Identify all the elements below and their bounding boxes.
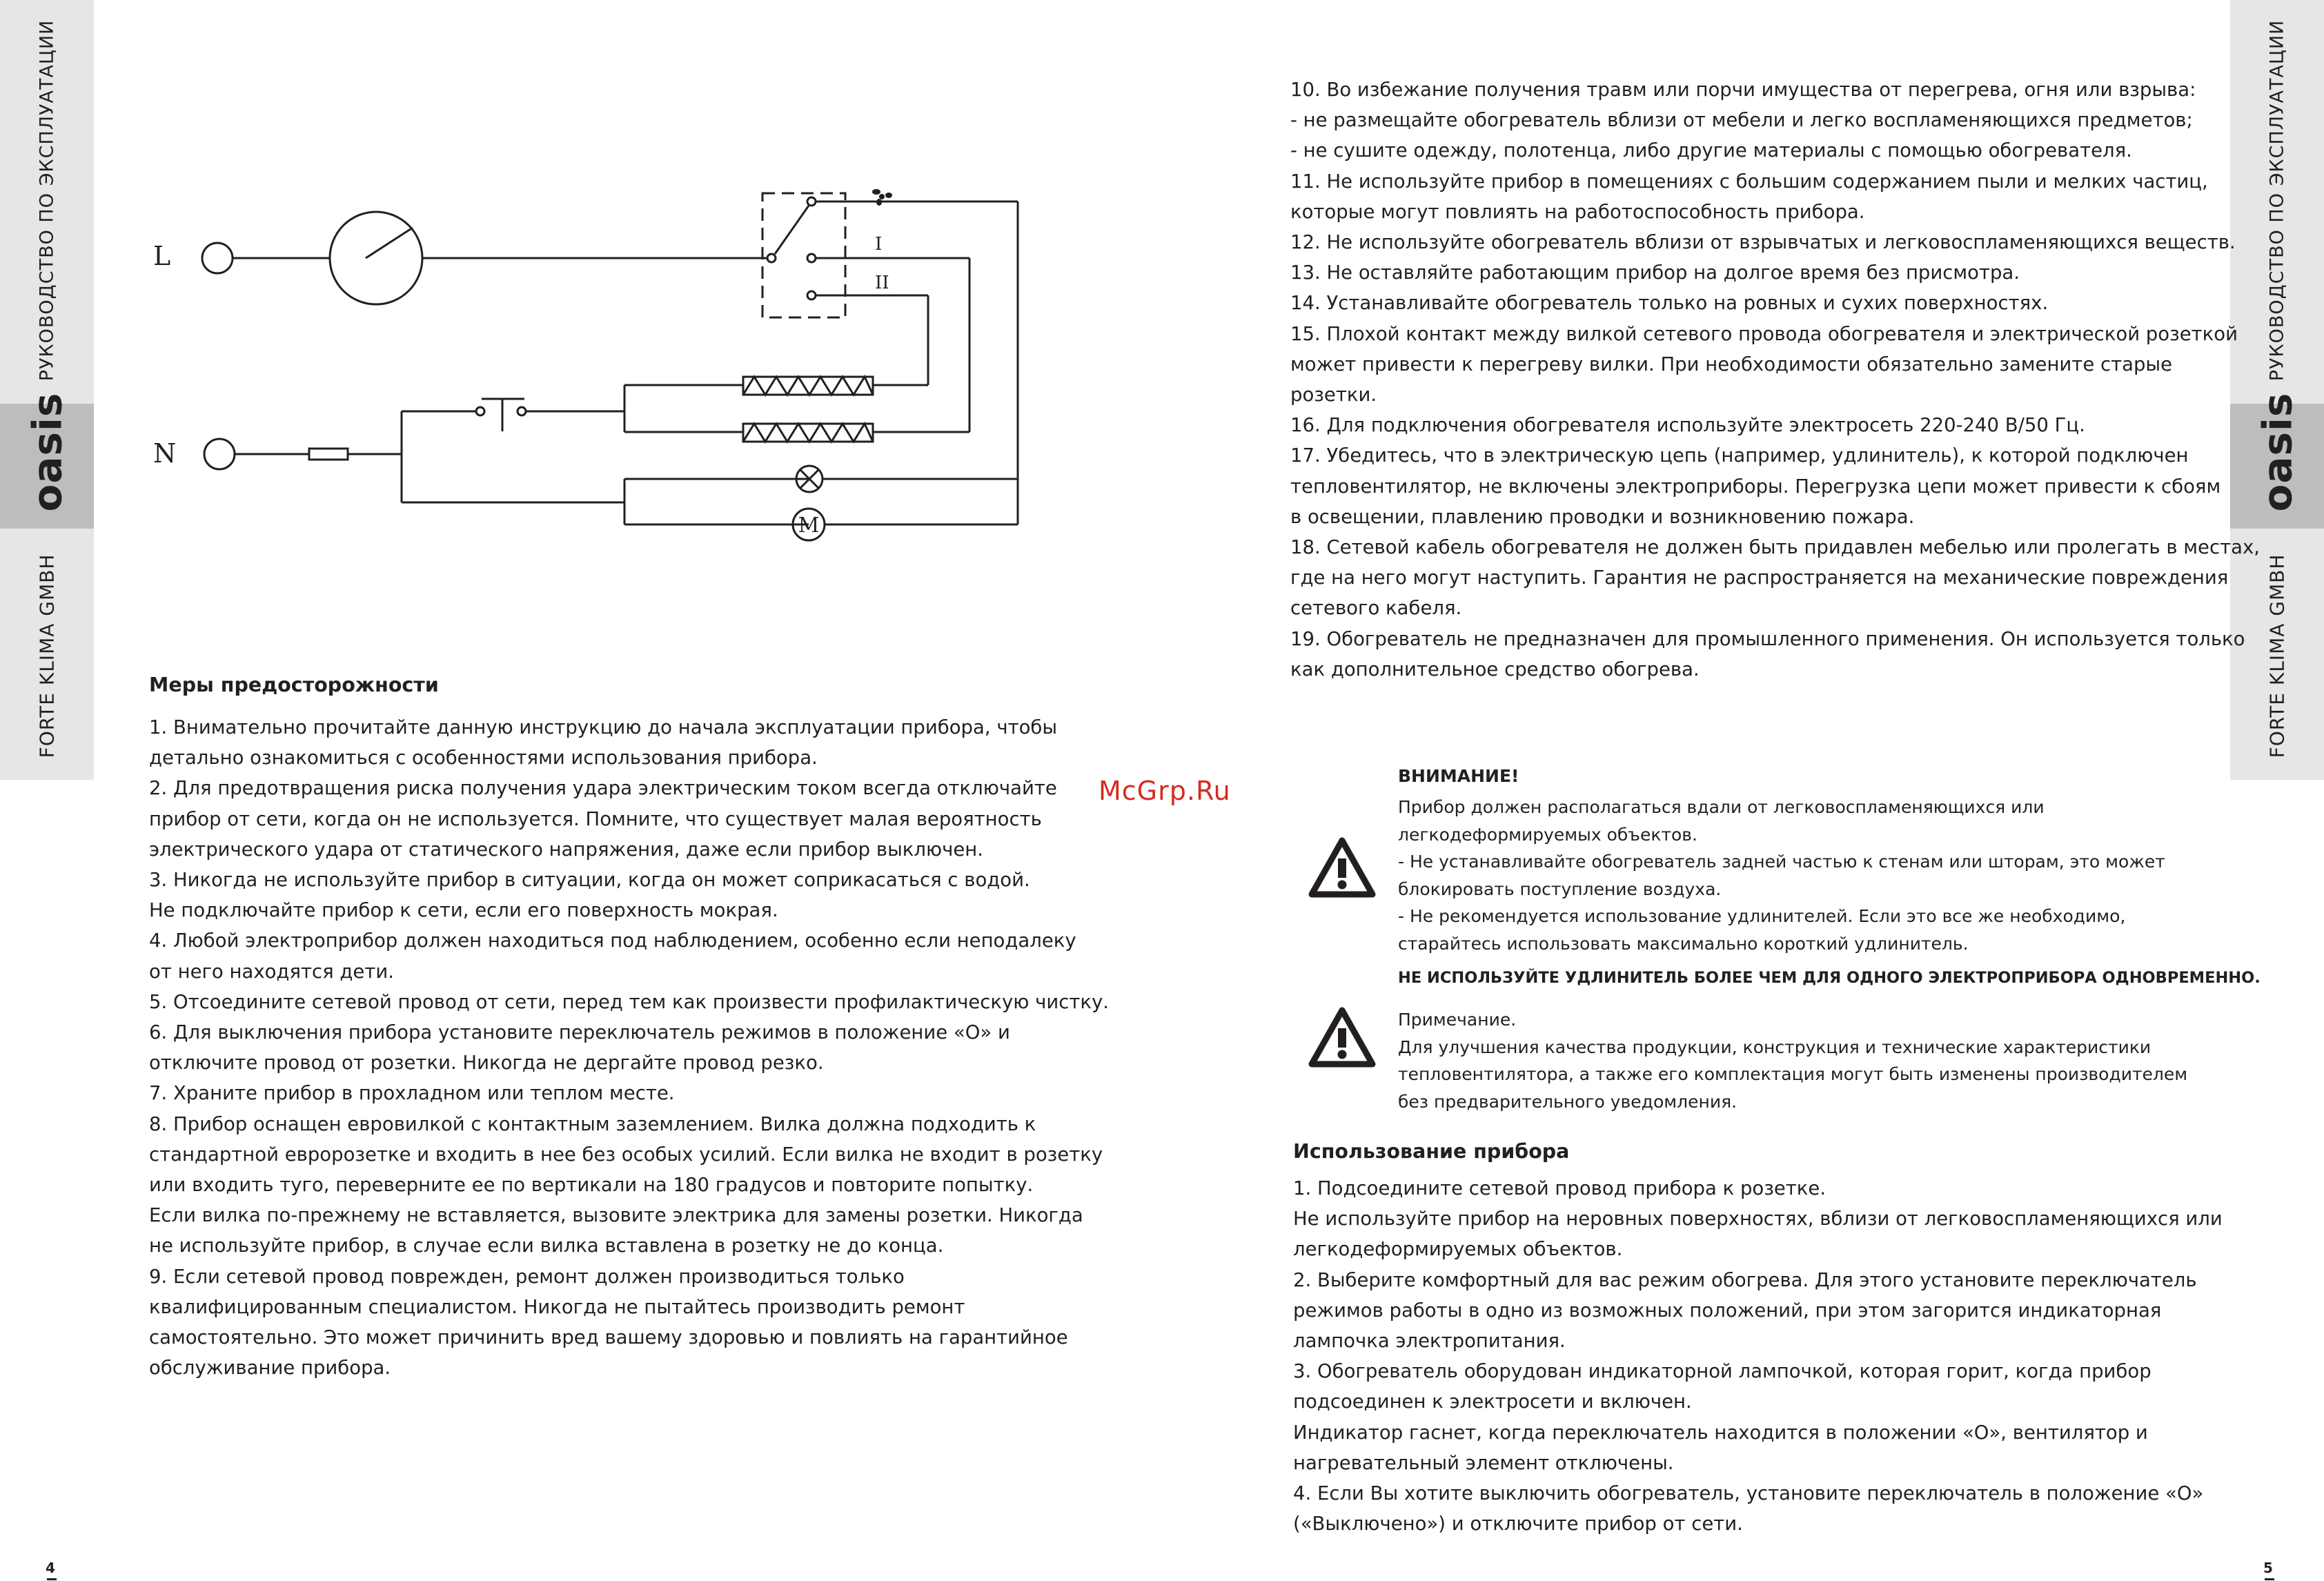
warning-title: ВНИМАНИЕ! bbox=[1398, 766, 1519, 786]
warning-caps: НЕ ИСПОЛЬЗУЙТЕ УДЛИНИТЕЛЬ БОЛЕЕ ЧЕМ ДЛЯ ОДНОГО ЭЛЕКТРОПРИБОРА ОДНОВРЕМЕННО. bbox=[1398, 969, 2261, 987]
text-line: самостоятельно. Это может причинить вред вашему здоровью и повлиять на гарантийное bbox=[149, 1326, 1068, 1349]
usage-text bbox=[1293, 1173, 2223, 1539]
text-line: Не подключайте прибор к сети, если его поверхность мокрая. bbox=[149, 899, 778, 922]
text-line: («Выключено») и отключите прибор от сети. bbox=[1293, 1513, 1743, 1535]
label-l: L bbox=[153, 241, 171, 271]
text-line: 3. Обогреватель оборудован индикаторной лампочкой, которая горит, когда прибор bbox=[1293, 1360, 2151, 1383]
text-line: тепловентилятора, а также его комплектация могут быть изменены производителем bbox=[1398, 1064, 2188, 1085]
text-line: сетевого кабеля. bbox=[1290, 597, 1462, 620]
text-line: розетки. bbox=[1290, 384, 1377, 406]
text-line: которые могут повлиять на работоспособность прибора. bbox=[1290, 200, 1865, 223]
text-line: нагревательный элемент отключены. bbox=[1293, 1451, 1674, 1474]
text-line: не используйте прибор, в случае если вилка вставлена в розетку не до конца. bbox=[149, 1235, 944, 1257]
page-number-left-underline bbox=[47, 1578, 57, 1580]
right-company-label: FORTE KLIMA GMBH bbox=[2265, 553, 2289, 758]
label-switch-ii: II bbox=[875, 273, 889, 293]
text-line: 18. Сетевой кабель обогревателя не должен быть придавлен мебелью или пролегать в местах, bbox=[1290, 536, 2260, 559]
right-brand-logo: oasis bbox=[2254, 392, 2301, 512]
text-line: 17. Убедитесь, что в электрическую цепь (например, удлинитель), к которой подключен bbox=[1290, 444, 2189, 467]
text-line: 14. Устанавливайте обогреватель только на ровных и сухих поверхностях. bbox=[1290, 292, 2049, 315]
terminal-n bbox=[204, 439, 235, 469]
page-number-left: 4 bbox=[46, 1560, 55, 1576]
note-warning-icon bbox=[1308, 1006, 1377, 1070]
precautions-title: Меры предосторожности bbox=[149, 674, 439, 696]
text-line: 1. Подсоедините сетевой провод прибора к розетке. bbox=[1293, 1177, 1826, 1199]
right-manual-label: РУКОВОДСТВО ПО ЭКСПЛУАТАЦИИ bbox=[2266, 19, 2288, 381]
text-line: детально ознакомиться с особенностями использования прибора. bbox=[149, 747, 818, 769]
thermostat-symbol bbox=[330, 212, 422, 304]
text-line: 15. Плохой контакт между вилкой сетевого провода обогревателя и электрической розеткой bbox=[1290, 322, 2238, 345]
note-text bbox=[1398, 1006, 2187, 1115]
text-line: - не размещайте обогреватель вблизи от мебели и легко воспламеняющихся предметов; bbox=[1290, 109, 2193, 132]
text-line: 16. Для подключения обогревателя используйте электросеть 220-240 В/50 Гц. bbox=[1290, 414, 2085, 437]
text-line: режимов работы в одно из возможных положений, при этом загорится индикаторная bbox=[1293, 1299, 2162, 1322]
precautions-text bbox=[149, 712, 1109, 1383]
text-line: Для улучшения качества продукции, конструкция и технические характеристики bbox=[1398, 1037, 2151, 1057]
page-number-right: 5 bbox=[2263, 1560, 2273, 1576]
text-line: или входить туго, переверните ее по вертикали на 180 градусов и повторите попытку. bbox=[149, 1174, 1034, 1197]
text-line: как дополнительное средство обогрева. bbox=[1290, 658, 1700, 680]
text-line: 13. Не оставляйте работающим прибор на долгое время без присмотра. bbox=[1290, 262, 2020, 284]
label-switch-i: I bbox=[875, 234, 883, 255]
text-line: отключите провод от розетки. Никогда не дергайте провод резко. bbox=[149, 1052, 824, 1074]
text-line: прибор от сети, когда он не используется. Помните, что существует малая вероятность bbox=[149, 807, 1042, 830]
text-line: 1. Внимательно прочитайте данную инструкцию до начала эксплуатации прибора, чтобы bbox=[149, 716, 1058, 738]
text-line: без предварительного уведомления. bbox=[1398, 1091, 1737, 1112]
text-line: блокировать поступление воздуха. bbox=[1398, 878, 1722, 899]
text-line: 12. Не используйте обогреватель вблизи от взрывчатых и легковоспламеняющихся веществ. bbox=[1290, 231, 2236, 254]
left-company-label: FORTE KLIMA GMBH bbox=[35, 553, 59, 758]
text-line: Примечание. bbox=[1398, 1010, 1517, 1030]
text-line: Если вилка по-прежнему не вставляется, вызовите электрика для замены розетки. Никогда bbox=[149, 1204, 1083, 1227]
text-line: 5. Отсоедините сетевой провод от сети, перед тем как произвести профилактическую чистку. bbox=[149, 990, 1110, 1013]
text-line: - Не устанавливайте обогреватель задней частью к стенам или шторам, это может bbox=[1398, 852, 2165, 872]
text-line: 10. Во избежание получения травм или порчи имущества от перегрева, огня или взрыва: bbox=[1290, 79, 2196, 101]
warning-icon bbox=[1308, 836, 1377, 900]
page-number-right-underline bbox=[2265, 1578, 2274, 1580]
text-line: 6. Для выключения прибора установите переключатель режимов в положение «О» и bbox=[149, 1021, 1010, 1044]
text-line: обслуживание прибора. bbox=[149, 1357, 391, 1379]
text-line: Не используйте прибор на неровных поверхностях, вблизи от легковоспламеняющихся или bbox=[1293, 1208, 2223, 1230]
text-line: 7. Храните прибор в прохладном или теплом месте. bbox=[149, 1082, 675, 1105]
text-line: Прибор должен располагаться вдали от легковоспламеняющихся или bbox=[1398, 797, 2045, 817]
text-line: подсоединен к электросети и включен. bbox=[1293, 1391, 1692, 1413]
watermark[interactable]: McGrp.Ru bbox=[1099, 776, 1231, 806]
text-line: 19. Обогреватель не предназначен для промышленного применения. Он используется только bbox=[1290, 627, 2245, 650]
text-line: 9. Если сетевой провод поврежден, ремонт должен производиться только bbox=[149, 1265, 905, 1288]
text-line: Индикатор гаснет, когда переключатель находится в положении «О», вентилятор и bbox=[1293, 1421, 2148, 1444]
text-line: в освещении, плавлению проводки и возникновению пожара. bbox=[1290, 505, 1915, 528]
text-line: квалифицированным специалистом. Никогда не пытайтесь производить ремонт bbox=[149, 1295, 965, 1318]
label-motor: M bbox=[798, 513, 820, 538]
text-line: тепловентилятор, не включены электроприборы. Перегрузка цепи может привести к сбоям bbox=[1290, 475, 2221, 498]
text-line: 4. Любой электроприбор должен находиться под наблюдением, особенно если неподалеку bbox=[149, 930, 1076, 952]
fan-icon bbox=[872, 189, 892, 206]
precautions-continued-text bbox=[1290, 75, 2260, 685]
text-line: 3. Никогда не используйте прибор в ситуации, когда он может соприкасаться с водой. bbox=[149, 869, 1030, 892]
fuse bbox=[309, 449, 348, 460]
wiring-diagram bbox=[138, 173, 1035, 559]
usage-title: Использование прибора bbox=[1293, 1140, 1570, 1163]
label-n: N bbox=[153, 438, 177, 469]
text-line: 8. Прибор оснащен евровилкой с контактным заземлением. Вилка должна подходить к bbox=[149, 1112, 1036, 1135]
text-line: - Не рекомендуется использование удлинителей. Если это все же необходимо, bbox=[1398, 906, 2126, 927]
warning-text bbox=[1398, 794, 2165, 958]
left-manual-label: РУКОВОДСТВО ПО ЭКСПЛУАТАЦИИ bbox=[36, 19, 58, 381]
text-line: старайтесь использовать максимально короткий удлинитель. bbox=[1398, 933, 1969, 954]
text-line: электрического удара от статического напряжения, даже если прибор выключен. bbox=[149, 838, 984, 861]
text-line: - не сушите одежду, полотенца, либо другие материалы с помощью обогревателя. bbox=[1290, 139, 2132, 162]
text-line: 2. Выберите комфортный для вас режим обогрева. Для этого установите переключатель bbox=[1293, 1268, 2197, 1291]
text-line: где на него могут наступить. Гарантия не распространяется на механические повреждения bbox=[1290, 567, 2229, 589]
text-line: может привести к перегреву вилки. При необходимости обязательно замените старые bbox=[1290, 353, 2173, 375]
text-line: лампочка электропитания. bbox=[1293, 1330, 1566, 1353]
text-line: стандартной евророзетке и входить в нее без особых усилий. Если вилка не входит в розетку bbox=[149, 1143, 1103, 1166]
terminal-l bbox=[202, 243, 233, 273]
text-line: 4. Если Вы хотите выключить обогреватель, установите переключатель в положение «О» bbox=[1293, 1482, 2204, 1505]
text-line: от него находятся дети. bbox=[149, 960, 394, 983]
text-line: легкодеформируемых объектов. bbox=[1293, 1238, 1623, 1261]
text-line: 11. Не используйте прибор в помещениях с большим содержанием пыли и мелких частиц, bbox=[1290, 170, 2208, 193]
left-brand-logo: oasis bbox=[23, 392, 71, 512]
text-line: 2. Для предотвращения риска получения удара электрическим током всегда отключайте bbox=[149, 777, 1057, 800]
text-line: легкодеформируемых объектов. bbox=[1398, 824, 1697, 845]
